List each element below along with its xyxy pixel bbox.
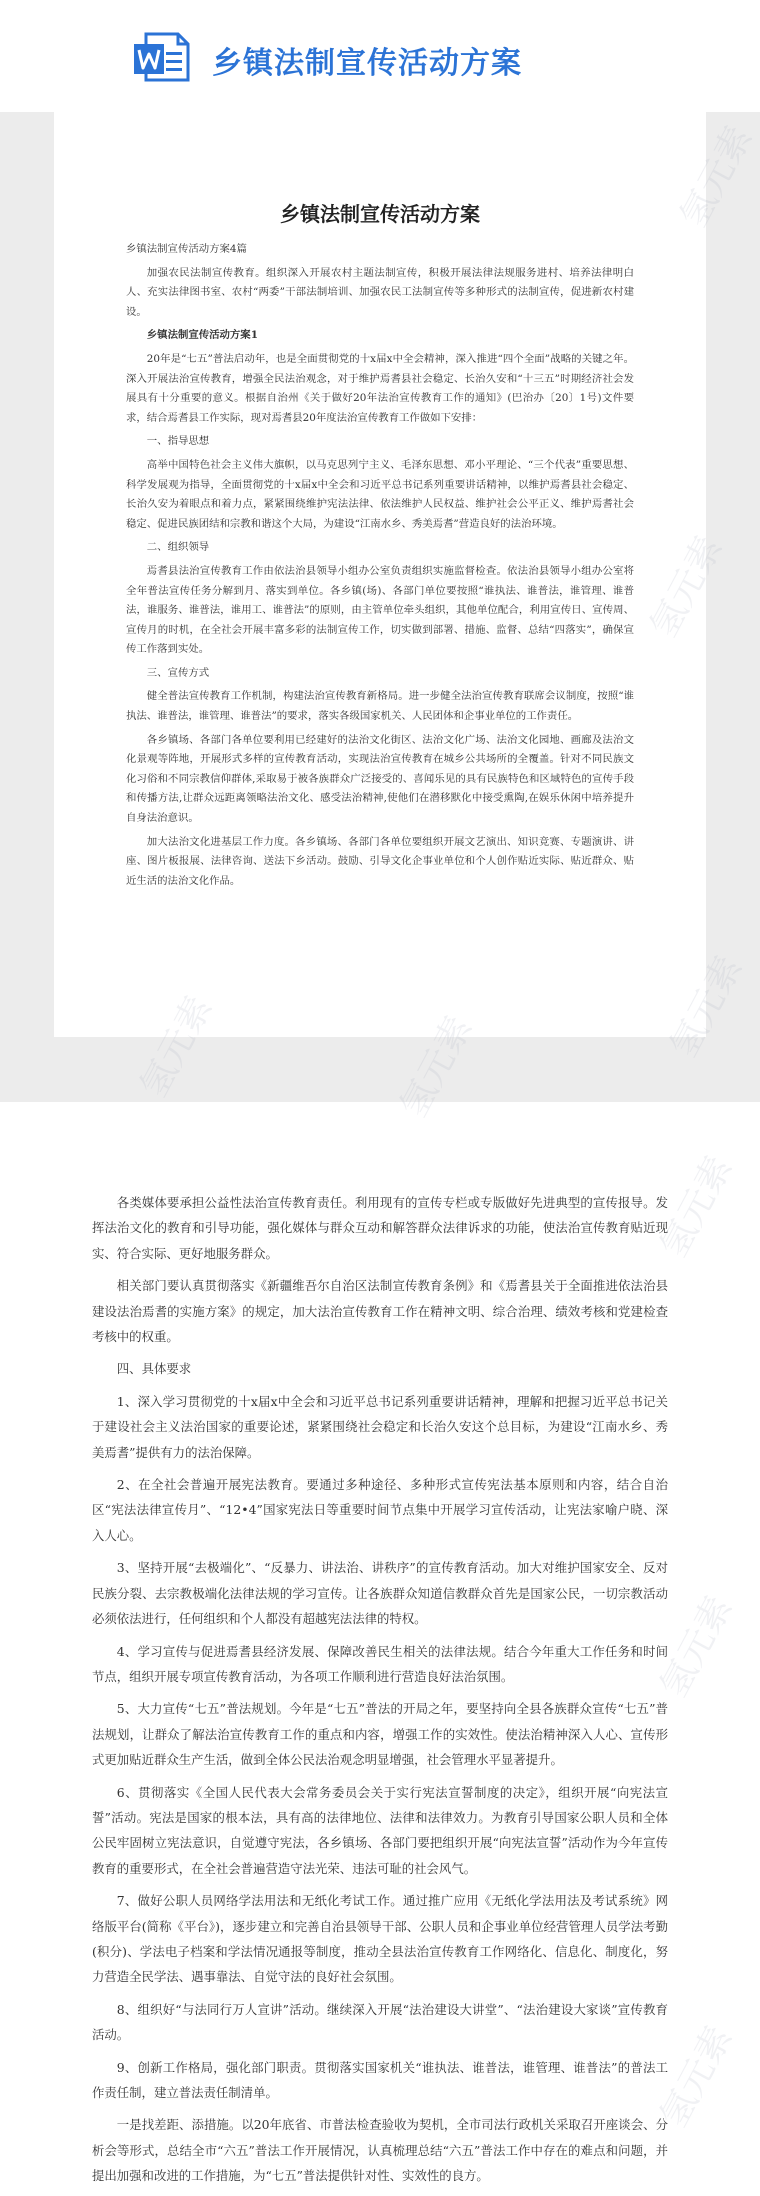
page-2-paragraph: 7、做好公职人员网络学法用法和无纸化考试工作。通过推广应用《无纸化学法用法及考试系统》网络版平台(简称《平台》)，逐步建立和完善自治县领导干部、公职人员和企事业单位经营管理人员学法考勤(积分)、学法电子档案和学法情况通报等制度，推动全县法治宣传教育工作网络化、信息化、制度化，努力营造全民学法、遇事靠法、自觉守法的良好社会氛围。 [92,1893,668,1985]
page-2-paragraph: 1、深入学习贯彻党的十x届x中全会和习近平总书记系列重要讲话精神，理解和把握习近平总书记关于建设社会主义法治国家的重要论述，紧紧围绕社会稳定和长治久安这个总目标，为建设“江南水乡、秀美焉耆”提供有力的法治保障。 [92,1393,668,1460]
page-2-paragraph: 4、学习宣传与促进焉耆县经济发展、保障改善民生相关的法律法规。结合今年重大工作任务和时间节点，组织开展专项宣传教育活动，为各项工作顺利进行营造良好法治氛围。 [92,1643,668,1684]
page-1-paragraph: 一、指导思想 [146,435,210,448]
page-2-paragraph: 3、坚持开展“去极端化”、“反暴力、讲法治、讲秩序”的宣传教育活动。加大对维护国家安全、反对民族分裂、去宗教极端化法律法规的学习宣传。让各族群众知道信教群众首先是国家公民，一切宗教活动必须依法进行，任何组织和个人都没有超越宪法法律的特权。 [92,1560,668,1627]
header-title: 乡镇法制宣传活动方案 [212,46,522,81]
page-1-paragraph: 二、组织领导 [146,541,210,554]
page-2-paragraph: 5、大力宣传“七五”普法规划。今年是“七五”普法的开局之年，要坚持向全县各族群众宣传“七五”普法规划，让群众了解法治宣传教育工作的重点和内容，增强工作的实效性。使法治精神深入人心、宣传形式更加贴近群众生产生活，做到全体公民法治观念明显增强，社会管理水平显著提升。 [92,1701,668,1768]
page-1-paragraph: 三、宣传方式 [146,666,210,679]
page-1-paragraph: 高举中国特色社会主义伟大旗帜，以马克思列宁主义、毛泽东思想、邓小平理论、“三个代表”重要思想、科学发展观为指导，全面贯彻党的十x届x中全会和习近平总书记系列重要讲话精神，以维护焉耆县社会稳定、长治久安为着眼点和着力点，紧紧围绕维护宪法法律、依法维护人民权益、维护社会公平正义、维护焉耆社会稳定、促进民族团结和宗教和谐这个大局，为建设“江南水乡、秀美焉耆”营造良好的法治环境。 [126,458,634,530]
page-1-paragraph: 乡镇法制宣传活动方案4篇 [126,243,247,255]
document-header [0,0,760,112]
word-document-icon [132,30,192,88]
page-1-paragraph: 焉耆县法治宣传教育工作由依法治县领导小组办公室负责组织实施监督检查。依法治县领导小组办公室将全年普法宣传任务分解到月、落实到单位。各乡镇(场)、各部门单位要按照“谁执法、谁普法，谁管理、谁普法，谁服务、谁普法，谁用工、谁普法”的原则，由主管单位牵头组织，其他单位配合，利用宣传日、宣传周、宣传月的时机，在全社会开展丰富多彩的法制宣传工作，切实做到部署、措施、监督、总结“四落实”，确保宣传工作落到实处。 [126,564,634,656]
document-title: 乡镇法制宣传活动方案 [280,202,480,226]
page-2-body [92,1190,668,2196]
document-page-2 [0,1102,760,2184]
page-1-paragraph: 乡镇法制宣传活动方案1 [146,329,258,342]
page-2-paragraph: 6、贯彻落实《全国人民代表大会常务委员会关于实行宪法宣誓制度的决定》，组织开展“向宪法宣誓”活动。宪法是国家的根本法，具有高的法律地位、法律和法律效力。为教育引导国家公职人员和全体公民牢固树立宪法意识，自觉遵守宪法，各乡镇场、各部门要把组织开展“向宪法宣誓”活动作为今年宣传教育的重要形式，在全社会普遍营造守法光荣、违法可耻的社会风气。 [92,1784,668,1876]
page-2-paragraph: 四、具体要求 [116,1361,192,1377]
page-2-paragraph: 9、创新工作格局，强化部门职责。贯彻落实国家机关“谁执法、谁普法，谁管理、谁普法”的普法工作责任制，建立普法责任制清单。 [92,2059,668,2100]
page-2-paragraph: 相关部门要认真贯彻落实《新疆维吾尔自治区法制宣传教育条例》和《焉耆县关于全面推进依法治县建设法治焉耆的实施方案》的规定，加大法治宣传教育工作在精神文明、综合治理、绩效考核和党建检查考核中的权重。 [92,1278,668,1345]
page-1-paragraph: 健全普法宣传教育工作机制，构建法治宣传教育新格局。进一步健全法治宣传教育联席会议制度，按照“谁执法、谁普法，谁管理、谁普法”的要求，落实各级国家机关、人民团体和企事业单位的工作责任。 [126,690,634,723]
page-2-paragraph: 各类媒体要承担公益性法治宣传教育责任。利用现有的宣传专栏或专版做好先进典型的宣传报导。发挥法治文化的教育和引导功能，强化媒体与群众互动和解答群众法律诉求的功能，使法治宣传教育贴近现实、符合实际、更好地服务群众。 [92,1195,668,1261]
page-2-paragraph: 一是找差距、添措施。以20年底省、市普法检查验收为契机，全市司法行政机关采取召开座谈会、分析会等形式，总结全市“六五”普法工作开展情况，认真梳理总结“六五”普法工作中存在的难点和问题，并提出加强和改进的工作措施，为“七五”普法提供针对性、实效性的良方。 [92,2117,668,2184]
document-page-1 [54,112,706,1037]
page-1-paragraph: 加强农民法制宣传教育。组织深入开展农村主题法制宣传，积极开展法律法规服务进村、培养法律明白人、充实法律图书室、农村“两委”干部法制培训、加强农民工法制宣传等多种形式的法制宣传，促进新农村建设。 [126,266,634,318]
page-1-body [126,240,634,895]
page-1-paragraph: 各乡镇场、各部门各单位要利用已经建好的法治文化街区、法治文化广场、法治文化园地、画廊及法治文化景观等阵地，开展形式多样的宣传教育活动，实现法治宣传教育在城乡公共场所的全覆盖。针对不同民族文化习俗和不同宗教信仰群体,采取易于被各族群众广泛接受的、喜闻乐见的具有民族特色和区域特色的宣传手段和传播方法,让群众远距离领略法治文化、感受法治精神,使他们在潜移默化中接受熏陶,在娱乐休闲中培养提升自身法治意识。 [126,733,634,825]
page-1-paragraph: 加大法治文化进基层工作力度。各乡镇场、各部门各单位要组织开展文艺演出、知识竞赛、专题演讲、讲座、图片板报展、法律咨询、送法下乡活动。鼓励、引导文化企事业单位和个人创作贴近实际、贴近群众、贴近生活的法治文化作品。 [126,835,634,887]
page-2-paragraph: 2、在全社会普遍开展宪法教育。要通过多种途径、多种形式宣传宪法基本原则和内容，结合自治区“宪法法律宣传月”、“12•4”国家宪法日等重要时间节点集中开展学习宣传活动，让宪法家喻户晓、深入人心。 [92,1477,668,1543]
page-2-paragraph: 8、组织好“与法同行万人宣讲”活动。继续深入开展“法治建设大讲堂”、“法治建设大家谈”宣传教育活动。 [92,2001,668,2043]
page-1-paragraph: 20年是“七五”普法启动年，也是全面贯彻党的十x届x中全会精神，深入推进“四个全面”战略的关键之年。深入开展法治宣传教育，增强全民法治观念，对于维护焉耆县社会稳定、长治久安和“十三五”时期经济社会发展具有十分重要的意义。根据自治州《关于做好20年法治宣传教育工作的通知》(巴治办〔20〕1号)文件要求，结合焉耆县工作实际，现对焉耆县20年度法治宣传教育工作做如下安排： [126,352,634,424]
